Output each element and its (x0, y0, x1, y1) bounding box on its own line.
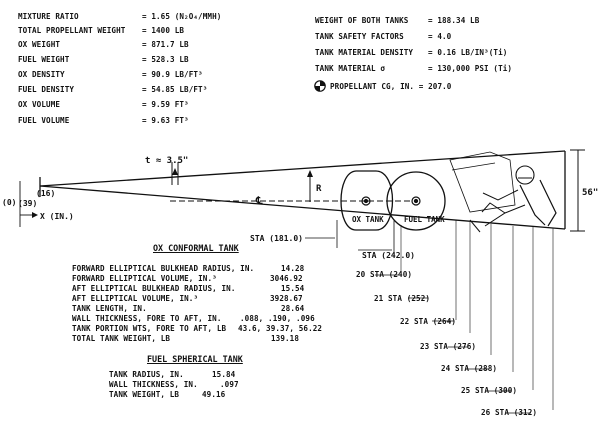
prop-label: WEIGHT OF BOTH TANKS (315, 16, 409, 25)
prop-value: = 0.16 LB/IN³(Ti) (428, 48, 508, 57)
x0-label: (0) (2, 198, 17, 207)
ox-table-title: OX CONFORMAL TANK (153, 243, 239, 253)
height-label: 56" (582, 188, 599, 198)
centerline-label: ℄ (256, 196, 263, 207)
table-label: WALL THICKNESS, FORE TO AFT, IN. (72, 314, 222, 323)
table-label: TOTAL TANK WEIGHT, LB (72, 334, 171, 343)
table-value: 28.64 (281, 304, 305, 313)
station-item: 23 STA (276) (420, 342, 477, 351)
ox-tank-label: OX TANK (352, 215, 384, 224)
fuel-table-title: FUEL SPHERICAL TANK (147, 354, 243, 364)
x16-label: (16) (36, 189, 56, 198)
upper-skin-line (40, 151, 565, 186)
table-label: TANK RADIUS, IN. (109, 370, 184, 379)
fuel-tank-label: FUEL TANK (404, 215, 445, 224)
table-label: FORWARD ELLIPTICAL BULKHEAD RADIUS, IN. (72, 264, 255, 273)
table-value: 3046.92 (270, 274, 303, 283)
station-item: 25 STA (300) (461, 386, 518, 395)
prop-label: TANK MATERIAL σ (315, 64, 386, 73)
prop-value: = 1.65 (N₂O₄/MMH) (142, 12, 222, 21)
station-item: 26 STA (312) (481, 408, 538, 417)
prop-label: OX VOLUME (18, 100, 61, 109)
prop-value: = 90.9 LB/FT³ (142, 70, 203, 79)
prop-value: = 130,000 PSI (Ti) (428, 64, 513, 73)
table-value: 15.84 (212, 370, 236, 379)
prop-value: = 528.3 LB (142, 55, 189, 64)
table-value: 139.18 (271, 334, 300, 343)
thickness-label: t ≈ 3.5" (145, 156, 189, 166)
prop-label: FUEL VOLUME (18, 116, 70, 125)
prop-value: = 9.59 FT³ (142, 100, 189, 109)
station-item: 20 STA (240) (356, 270, 413, 279)
prop-value: = 871.7 LB (142, 40, 189, 49)
table-label: WALL THICKNESS, IN. (109, 380, 198, 389)
table-value: 49.16 (202, 390, 226, 399)
table-value: 14.28 (281, 264, 305, 273)
prop-label: FUEL DENSITY (18, 85, 75, 94)
prop-value: = 54.85 LB/FT³ (142, 85, 208, 94)
radius-label: R (316, 184, 322, 194)
x-axis-label: X (IN.) (40, 212, 74, 221)
x39-label: (39) (18, 199, 38, 208)
prop-label: OX WEIGHT (18, 40, 61, 49)
prop-value: = 1400 LB (142, 26, 185, 35)
table-value: 43.6, 39.37, 56.22 (238, 324, 323, 333)
sta-242-label: STA (242.0) (362, 251, 415, 260)
station-item: 22 STA (264) (400, 317, 457, 326)
prop-label: FUEL WEIGHT (18, 55, 70, 64)
prop-value: = 188.34 LB (428, 16, 480, 25)
propellant-cg: PROPELLANT CG, IN. = 207.0 (330, 82, 452, 91)
prop-label: TANK SAFETY FACTORS (315, 32, 404, 41)
table-value: .088, .190, .096 (240, 314, 315, 323)
prop-label: MIXTURE RATIO (18, 12, 79, 21)
station-item: 24 STA (288) (441, 364, 498, 373)
station-item: 21 STA (252) (374, 294, 431, 303)
table-label: FORWARD ELLIPTICAL VOLUME, IN.³ (72, 274, 217, 283)
prop-label: OX DENSITY (18, 70, 65, 79)
table-value: 3928.67 (270, 294, 303, 303)
table-value: .097 (220, 380, 239, 389)
prop-label: TANK MATERIAL DENSITY (315, 48, 414, 57)
sta-181-label: STA (181.0) (250, 234, 303, 243)
prop-value: = 4.0 (428, 32, 452, 41)
table-label: AFT ELLIPTICAL BULKHEAD RADIUS, IN. (72, 284, 236, 293)
table-value: 15.54 (281, 284, 305, 293)
table-label: TANK PORTION WTS, FORE TO AFT, LB (72, 324, 227, 333)
table-label: AFT ELLIPTICAL VOLUME, IN.³ (72, 294, 199, 303)
table-label: TANK LENGTH, IN. (72, 304, 147, 313)
table-label: TANK WEIGHT, LB (109, 390, 180, 399)
prop-value: = 9.63 FT³ (142, 116, 189, 125)
prop-label: TOTAL PROPELLANT WEIGHT (18, 26, 126, 35)
